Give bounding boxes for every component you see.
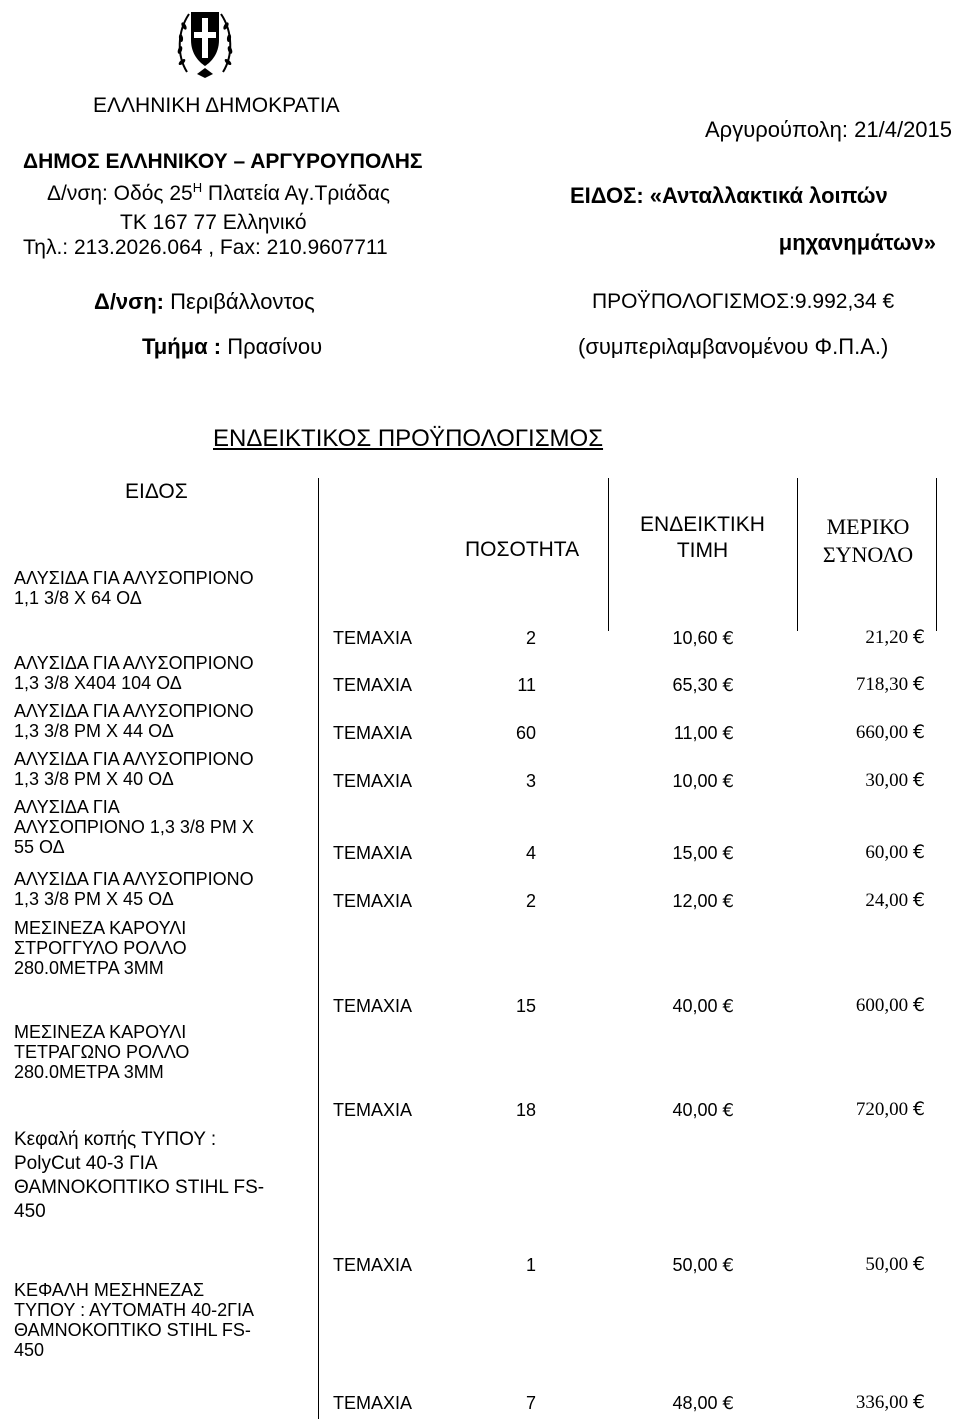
euro-sign: € <box>722 675 734 696</box>
item-description: ΑΛΥΣΙΔΑ ΓΙΑ ΑΛΥΣΟΠΡΙΟΝΟ 1,3 3/8 PM Χ 55 ΟΔ <box>14 797 254 857</box>
column-header-quantity: ΠΟΣΟΤΗΤΑ <box>465 538 580 561</box>
euro-sign: € <box>912 673 925 695</box>
column-divider-right <box>936 478 937 631</box>
price-cell <box>600 675 734 696</box>
price-cell <box>600 996 734 1017</box>
address-prefix: Δ/νση: Οδός 25 <box>47 182 193 205</box>
euro-sign: € <box>722 891 734 912</box>
address-suffix: Πλατεία Αγ.Τριάδας <box>202 182 391 205</box>
euro-sign: € <box>722 771 734 792</box>
address-superscript: Η <box>192 180 203 195</box>
republic-name: ΕΛΛΗΝΙΚΗ ΔΗΜΟΚΡΑΤΙΑ <box>93 94 340 117</box>
vat-note: (συμπεριλαμβανομένου Φ.Π.Α.) <box>578 334 889 359</box>
price-cell <box>600 1255 734 1276</box>
price-value: 50,00 <box>672 1255 718 1275</box>
subtotal-value: 718,30 <box>855 674 909 695</box>
subtotal-value: 60,00 <box>865 842 909 863</box>
column-divider-quantity <box>318 478 319 1419</box>
price-cell <box>600 891 734 912</box>
price-value: 10,60 <box>672 628 718 648</box>
column-divider-subtotal <box>797 478 798 631</box>
price-value: 12,00 <box>672 891 718 911</box>
price-value: 65,30 <box>672 675 718 695</box>
subtotal-value: 600,00 <box>855 995 909 1016</box>
document-title: ΕΝΔΕΙΚΤΙΚΟΣ ΠΡΟΫΠΟΛΟΓΙΣΜΟΣ <box>213 425 604 452</box>
quantity-cell: 11 <box>517 675 536 695</box>
price-value: 10,00 <box>672 771 718 791</box>
date-line: Αργυρούπολη: 21/4/2015 <box>705 117 953 142</box>
euro-sign: € <box>722 1393 734 1414</box>
euro-sign: € <box>912 889 925 911</box>
quantity-cell: 2 <box>525 628 536 648</box>
euro-sign: € <box>912 841 925 863</box>
subtotal-value: 24,00 <box>865 890 909 911</box>
quantity-cell: 15 <box>515 996 536 1016</box>
euro-sign: € <box>912 1098 925 1120</box>
euro-sign: € <box>722 628 734 649</box>
item-description: ΜΕΣΙΝΕΖΑ ΚΑΡΟΥΛΙ ΣΤΡΟΓΓΥΛΟ ΡΟΛΛΟ 280.0ΜΕΤΡΑ 3ΜΜ <box>14 918 187 978</box>
unit-cell: ΤΕΜΑΧΙΑ <box>333 675 413 695</box>
unit-cell: ΤΕΜΑΧΙΑ <box>333 1393 413 1413</box>
subtotal-cell <box>790 721 925 744</box>
euro-sign: € <box>912 721 925 743</box>
quantity-cell: 60 <box>515 723 536 743</box>
quantity-cell: 2 <box>525 891 536 911</box>
subject-line-1: ΕΙΔΟΣ: «Ανταλλακτικά λοιπών <box>570 183 888 208</box>
directorate-line <box>94 289 315 315</box>
euro-sign: € <box>722 996 734 1017</box>
unit-cell: ΤΕΜΑΧΙΑ <box>333 996 413 1016</box>
item-description: Κεφαλή κοπής ΤΥΠΟΥ : PolyCut 40-3 ΓΙΑ ΘΑΜΝΟΚΟΠΤΙΚΟ STIHL FS- 450 <box>14 1129 265 1222</box>
subtotal-cell <box>790 1253 925 1276</box>
subtotal-cell <box>790 994 925 1017</box>
euro-sign: € <box>912 1253 925 1275</box>
price-value: 40,00 <box>672 1100 718 1120</box>
euro-sign: € <box>722 723 734 744</box>
department-line <box>142 334 322 360</box>
subtotal-value: 720,00 <box>855 1099 909 1120</box>
price-cell <box>600 628 734 649</box>
column-header-price: ΕΝΔΕΙΚΤΙΚΗ ΤΙΜΗ <box>640 513 765 562</box>
quantity-cell: 1 <box>525 1255 536 1275</box>
subject-line-2: μηχανημάτων» <box>778 230 936 255</box>
euro-sign: € <box>912 1391 925 1413</box>
unit-cell: ΤΕΜΑΧΙΑ <box>333 843 413 863</box>
address-line <box>47 180 390 206</box>
directorate-value: Περιβάλλοντος <box>163 289 315 314</box>
subtotal-cell <box>790 673 925 696</box>
subtotal-value: 30,00 <box>865 770 909 791</box>
item-description: ΑΛΥΣΙΔΑ ΓΙΑ ΑΛΥΣΟΠΡΙΟΝΟ 1,3 3/8 PM Χ 44 ΟΔ <box>14 701 254 741</box>
unit-cell: ΤΕΜΑΧΙΑ <box>333 628 413 648</box>
subtotal-value: 660,00 <box>855 722 909 743</box>
postal-line: ΤΚ 167 77 Ελληνικό <box>120 211 307 234</box>
column-header-subtotal: ΜΕΡΙΚΟ ΣΥΝΟΛΟ <box>822 514 914 567</box>
euro-sign: € <box>722 1100 734 1121</box>
price-cell <box>600 771 734 792</box>
price-cell <box>600 1393 734 1414</box>
price-value: 15,00 <box>672 843 718 863</box>
quantity-cell: 3 <box>525 771 536 791</box>
price-value: 11,00 <box>673 723 718 743</box>
subtotal-value: 336,00 <box>855 1392 909 1413</box>
unit-cell: ΤΕΜΑΧΙΑ <box>333 1255 413 1275</box>
euro-sign: € <box>912 994 925 1016</box>
item-description: ΚΕΦΑΛΗ ΜΕΣΗΝΕΖΑΣ ΤΥΠΟΥ : ΑΥΤΟΜΑΤΗ 40-2ΓΙΑ ΘΑΜΝΟΚΟΠΤΙΚΟ STIHL FS- 450 <box>14 1280 255 1360</box>
quantity-cell: 7 <box>525 1393 536 1413</box>
item-description: ΑΛΥΣΙΔΑ ΓΙΑ ΑΛΥΣΟΠΡΙΟΝΟ 1,3 3/8 PM Χ 40 ΟΔ <box>14 749 254 789</box>
unit-cell: ΤΕΜΑΧΙΑ <box>333 891 413 911</box>
item-description: ΑΛΥΣΙΔΑ ΓΙΑ ΑΛΥΣΟΠΡΙΟΝΟ 1,3 3/8 Χ404 104 ΟΔ <box>14 653 254 693</box>
euro-sign: € <box>722 1255 734 1276</box>
unit-cell: ΤΕΜΑΧΙΑ <box>333 1100 413 1120</box>
euro-sign: € <box>722 843 734 864</box>
column-divider-price <box>608 478 609 631</box>
subtotal-cell <box>790 1098 925 1121</box>
price-cell <box>600 843 734 864</box>
euro-sign: € <box>912 626 925 648</box>
price-value: 48,00 <box>672 1393 718 1413</box>
item-description: ΑΛΥΣΙΔΑ ΓΙΑ ΑΛΥΣΟΠΡΙΟΝΟ 1,3 3/8 PM Χ 45 ΟΔ <box>14 869 254 909</box>
price-cell <box>600 723 734 744</box>
department-label: Τμήμα : <box>142 334 222 359</box>
phone-fax-line: Τηλ.: 213.2026.064 , Fax: 210.9607711 <box>23 236 388 259</box>
unit-cell: ΤΕΜΑΧΙΑ <box>333 723 413 743</box>
department-value: Πρασίνου <box>221 334 323 359</box>
subtotal-value: 21,20 <box>865 627 909 648</box>
quantity-cell: 4 <box>525 843 536 863</box>
item-description: ΜΕΣΙΝΕΖΑ ΚΑΡΟΥΛΙ ΤΕΤΡΑΓΩΝΟ ΡΟΛΛΟ 280.0ΜΕΤΡΑ 3ΜΜ <box>14 1022 190 1082</box>
subtotal-cell <box>790 841 925 864</box>
subtotal-cell <box>790 769 925 792</box>
directorate-label: Δ/νση: <box>94 289 164 314</box>
unit-cell: ΤΕΜΑΧΙΑ <box>333 771 413 791</box>
coat-of-arms-emblem <box>175 4 235 80</box>
subtotal-cell <box>790 626 925 649</box>
price-value: 40,00 <box>672 996 718 1016</box>
quantity-cell: 18 <box>515 1100 536 1120</box>
euro-sign: € <box>912 769 925 791</box>
column-header-item: ΕΙΔΟΣ <box>125 480 188 503</box>
price-cell <box>600 1100 734 1121</box>
item-description: ΑΛΥΣΙΔΑ ΓΙΑ ΑΛΥΣΟΠΡΙΟΝΟ 1,1 3/8 Χ 64 ΟΔ <box>14 568 254 608</box>
subtotal-cell <box>790 889 925 912</box>
subtotal-cell <box>790 1391 925 1414</box>
municipality-name: ΔΗΜΟΣ ΕΛΛΗΝΙΚΟΥ – ΑΡΓΥΡΟΥΠΟΛΗΣ <box>23 150 423 173</box>
budget-total: ΠΡΟΫΠΟΛΟΓΙΣΜΟΣ:9.992,34 € <box>592 290 895 313</box>
subtotal-value: 50,00 <box>865 1254 909 1275</box>
